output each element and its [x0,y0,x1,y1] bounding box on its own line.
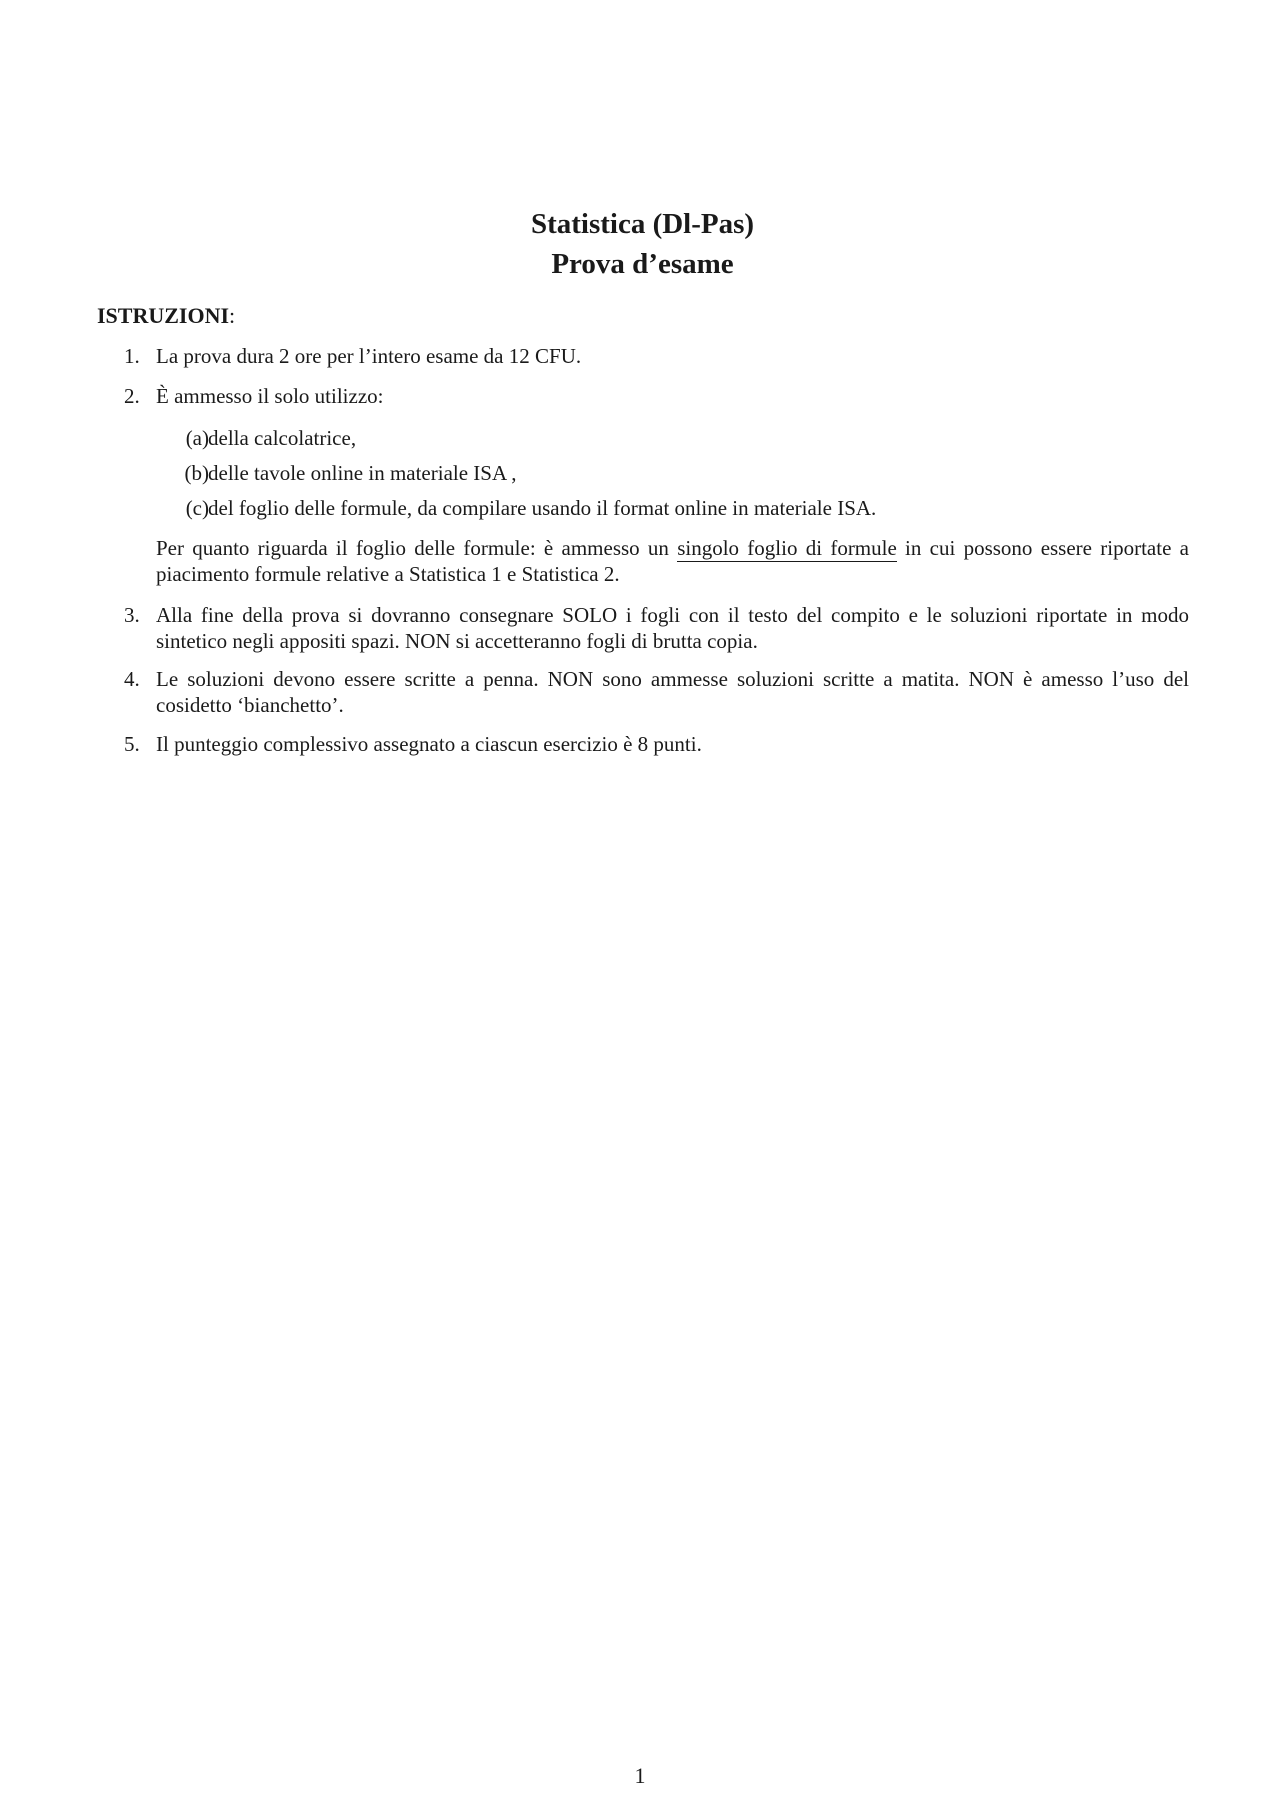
list-item-number: 1. [124,344,140,368]
list-item-text: Il punteggio complessivo assegnato a ciascun esercizio è 8 punti. [156,732,702,756]
document-title: Statistica (Dl-Pas) [530,208,755,240]
list-item-number: 2. [124,384,140,408]
page-number: 1 [634,1763,646,1788]
sub-item-text: del foglio delle formule, da compilare usando il format online in materiale ISA. [208,496,877,520]
sub-item-text: della calcolatrice, [208,426,357,450]
instructions-heading-colon: : [229,303,236,328]
sub-item-letter: (c) [185,496,209,520]
formula-sheet-note [156,535,1189,587]
instructions-heading [97,302,235,330]
instructions-heading-label: ISTRUZIONI [97,303,230,328]
sub-item-letter: (a) [185,426,209,450]
sub-item-letter: (b) [184,461,209,485]
list-item-text: La prova dura 2 ore per l’intero esame da 12 CFU. [156,344,582,368]
note-text-after: in cui possono essere riportate a piacimento formule relative a Statistica 1 e Statistica 2. [156,536,1189,586]
list-item-number: 4. [124,667,140,691]
note-underlined-text: singolo foglio di formule [677,536,897,560]
note-text-before: Per quanto riguarda il foglio delle formule: è ammesso un [156,536,678,560]
list-item-number: 3. [124,603,140,627]
sub-item-text: delle tavole online in materiale ISA , [208,461,517,485]
list-item-text: È ammesso il solo utilizzo: [156,384,384,408]
list-item-text: Le soluzioni devono essere scritte a penna. NON sono ammesse soluzioni scritte a matita. NON è amesso l’uso del cosidetto ‘bianchetto’. [156,667,1189,717]
title-block [0,204,1280,284]
document-subtitle: Prova d’esame [551,248,734,280]
list-item-text: Alla fine della prova si dovranno consegnare SOLO i fogli con il testo del compito e le soluzioni riportate in modo sintetico negli appositi spazi. NON si accetteranno fogli di brutta copia. [156,603,1189,653]
list-item-number: 5. [124,732,140,756]
